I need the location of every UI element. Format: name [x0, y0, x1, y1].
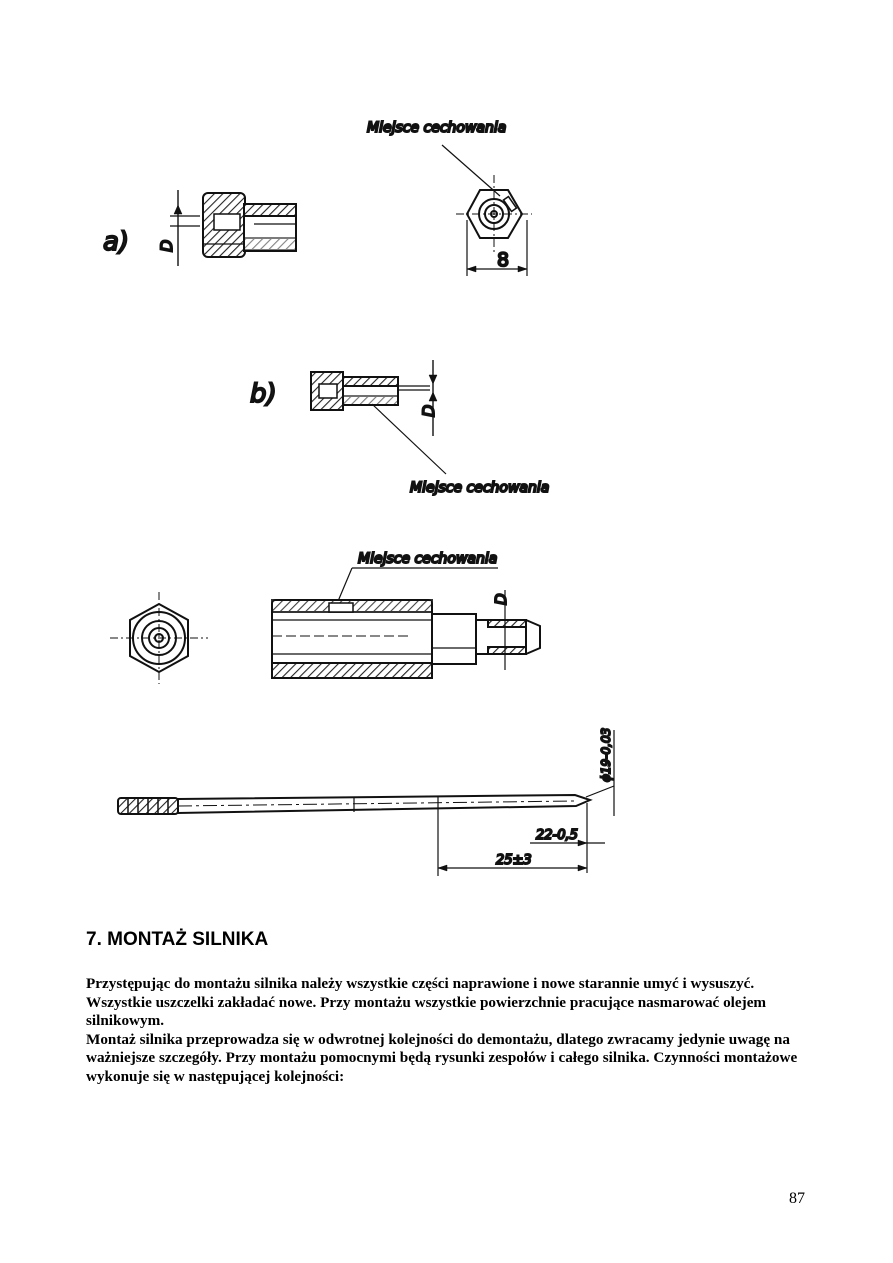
figure-a-callout: Miejsce cechowania [367, 120, 507, 136]
figure-a-dim-d: D [157, 239, 176, 252]
figure-c-dim-d: D [492, 593, 510, 605]
figure-a-front-view [367, 120, 532, 276]
page-number: 87 [789, 1190, 805, 1207]
figure-c-end-view [110, 592, 208, 684]
figure-b-label: b) [250, 379, 277, 409]
figure-a-side-view [103, 190, 296, 266]
figure-b-dim-d: D [419, 404, 438, 417]
figure-c-callout: Miejsce cechowania [358, 551, 498, 567]
figure-c-side-view [272, 551, 540, 678]
figure-d-needle [118, 728, 614, 876]
figure-a-dim-8: 8 [497, 249, 510, 271]
section-heading: 7. MONTAŻ SILNIKA [86, 929, 269, 950]
figure-b-jet [250, 360, 549, 496]
figure-a-label: a) [103, 227, 130, 257]
needle-dim-diameter: ϕ19-0,03 [599, 727, 613, 782]
needle-dim-22: 22-0,5 [536, 828, 578, 843]
needle-dim-25: 25±3 [496, 853, 532, 868]
paragraph-2: Montaż silnika przeprowadza się w odwrotnej kolejności do demontażu, dlatego zwracamy jedynie uwagę na ważniejsze szczegóły. Przy montażu pomocnymi będą rysunki zespołów i całego silnika. Czynności montażowe wykonuje się w następującej kolejności: [86, 1030, 798, 1085]
body-text [86, 975, 806, 1087]
figure-b-callout: Miejsce cechowania [410, 480, 550, 496]
paragraph-1: Przystępując do montażu silnika należy wszystkie części naprawione i nowe starannie umyć i wysuszyć. Wszystkie uszczelki zakładać nowe. Przy montażu wszystkie powierzchnie pracujące nasmarować olejem silnikowym. [86, 975, 767, 1030]
